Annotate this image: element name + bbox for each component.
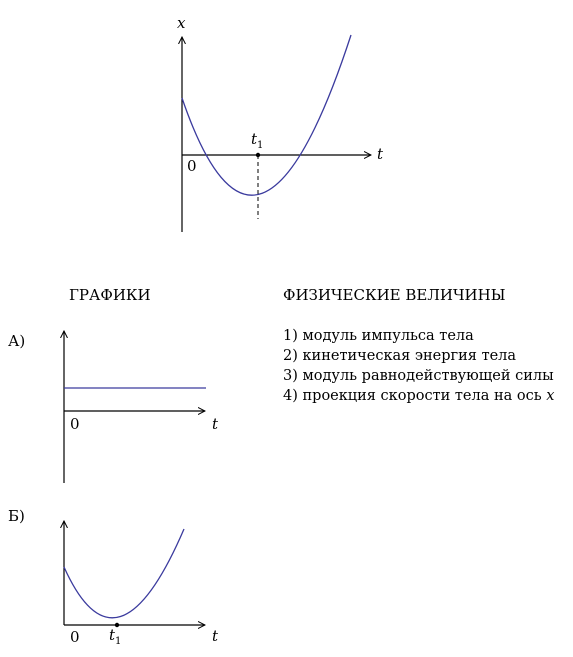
top-graph bbox=[182, 35, 371, 232]
graph-b-t1-label bbox=[109, 626, 121, 647]
graph-b-t1-var: t bbox=[109, 626, 116, 644]
quantity-text: 3) модуль равнодействующей силы bbox=[283, 368, 554, 384]
quantities-list bbox=[283, 326, 554, 406]
top-t1-label bbox=[251, 130, 263, 151]
quantity-text: 4) проекция скорости тела на ось bbox=[283, 388, 547, 404]
quantity-item bbox=[283, 346, 554, 366]
quantities-heading: ФИЗИЧЕСКИЕ ВЕЛИЧИНЫ bbox=[283, 286, 506, 304]
quantity-item bbox=[283, 326, 554, 346]
graph-a-x-axis-label: t bbox=[212, 415, 219, 433]
top-origin-label: 0 bbox=[187, 157, 197, 175]
graph-a-origin-label: 0 bbox=[70, 415, 80, 433]
top-y-axis-label: x bbox=[177, 14, 186, 32]
top-x-axis-label: t bbox=[377, 145, 384, 163]
graphs-heading: ГРАФИКИ bbox=[69, 286, 151, 304]
quantity-text: 2) кинетическая энергия тела bbox=[283, 348, 517, 364]
graph-b-label: Б) bbox=[8, 507, 25, 525]
quantity-text: 1) модуль импульса тела bbox=[283, 328, 474, 344]
top-t1-sub: 1 bbox=[257, 140, 264, 151]
graph-b-t1-sub: 1 bbox=[115, 636, 122, 647]
quantity-axis-var: x bbox=[546, 388, 555, 404]
graph-b-origin-label: 0 bbox=[70, 628, 80, 646]
quantity-item bbox=[283, 366, 554, 386]
graph-b-x-axis-label: t bbox=[212, 627, 219, 645]
top-parabola-curve bbox=[182, 35, 351, 195]
top-t1-point bbox=[256, 153, 260, 157]
quantity-item bbox=[283, 386, 554, 406]
graph-b-parabola-curve bbox=[64, 529, 184, 618]
top-t1-var: t bbox=[251, 130, 258, 148]
graph-b bbox=[64, 521, 205, 627]
graph-a-label: А) bbox=[8, 332, 26, 350]
graph-a bbox=[64, 331, 206, 483]
